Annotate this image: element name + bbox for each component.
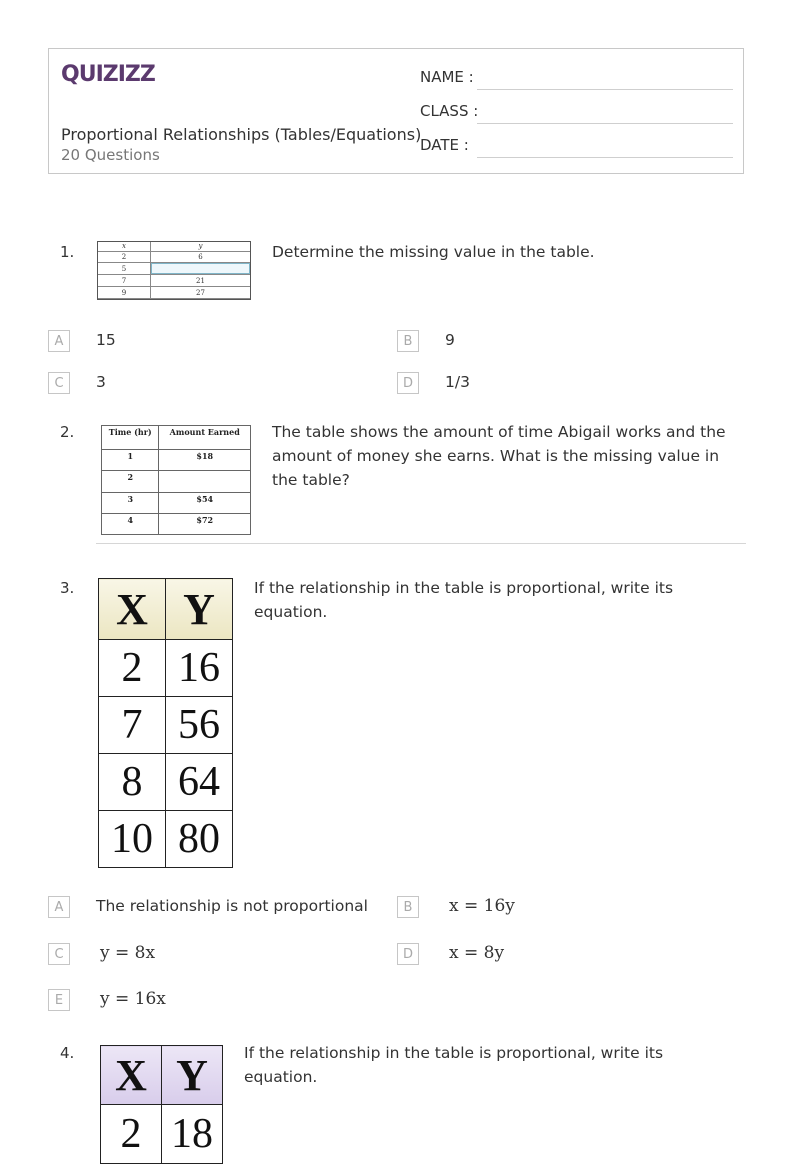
date-label: DATE : bbox=[420, 136, 469, 154]
table-header: Y bbox=[166, 579, 233, 640]
question-table-image bbox=[100, 1045, 223, 1157]
table-cell: 21 bbox=[150, 275, 250, 287]
question-text: If the relationship in the table is proportional, write its equation. bbox=[254, 579, 674, 621]
question-table-image bbox=[97, 241, 251, 300]
option-text[interactable]: The relationship is not proportional bbox=[96, 897, 368, 915]
table-header: y bbox=[198, 242, 203, 251]
table-cell: $18 bbox=[159, 450, 251, 471]
option-letter-c[interactable]: C bbox=[48, 372, 70, 394]
table-cell: 2 bbox=[99, 640, 166, 697]
divider bbox=[96, 543, 746, 544]
table-cell: 2 bbox=[101, 1105, 162, 1164]
table-cell: 3 bbox=[102, 492, 159, 513]
option-letter-d[interactable]: D bbox=[397, 372, 419, 394]
table-cell: 4 bbox=[102, 513, 159, 534]
table-cell: 8 bbox=[99, 754, 166, 811]
table-cell: 7 bbox=[99, 697, 166, 754]
table-cell: 2 bbox=[102, 471, 159, 492]
option-text[interactable]: 15 bbox=[96, 331, 116, 349]
table-cell: 7 bbox=[98, 275, 150, 287]
option-letter-b[interactable]: B bbox=[397, 896, 419, 918]
table-cell: 56 bbox=[166, 697, 233, 754]
table-cell: $54 bbox=[159, 492, 251, 513]
table-cell: 1 bbox=[102, 450, 159, 471]
question-count: 20 Questions bbox=[61, 146, 160, 164]
table-cell: 2 bbox=[98, 251, 150, 263]
table-header: X bbox=[101, 1046, 162, 1105]
question-number: 4. bbox=[60, 1044, 75, 1062]
option-text[interactable]: 9 bbox=[445, 331, 455, 349]
question-text: The table shows the amount of time Abigail works and the amount of money she earns. What is the missing value in the table? bbox=[272, 423, 726, 489]
question-text: If the relationship in the table is proportional, write its equation. bbox=[244, 1044, 664, 1086]
table-header: X bbox=[99, 579, 166, 640]
worksheet-title: Proportional Relationships (Tables/Equations) bbox=[61, 125, 422, 144]
option-letter-c[interactable]: C bbox=[48, 943, 70, 965]
question-number: 3. bbox=[60, 579, 75, 597]
option-text[interactable]: 1/3 bbox=[445, 373, 470, 391]
table-cell: 64 bbox=[166, 754, 233, 811]
option-letter-d[interactable]: D bbox=[397, 943, 419, 965]
option-letter-a[interactable]: A bbox=[48, 330, 70, 352]
date-field[interactable] bbox=[477, 157, 733, 158]
option-text[interactable]: 3 bbox=[96, 373, 106, 391]
table-cell: $72 bbox=[159, 513, 251, 534]
table-cell: 80 bbox=[166, 811, 233, 868]
option-equation[interactable]: y = 8x bbox=[100, 943, 156, 963]
table-cell: 16 bbox=[166, 640, 233, 697]
option-letter-e[interactable]: E bbox=[48, 989, 70, 1011]
option-letter-b[interactable]: B bbox=[397, 330, 419, 352]
table-header: Amount Earned bbox=[159, 426, 251, 450]
missing-value-cell bbox=[150, 263, 250, 275]
table-cell: 10 bbox=[99, 811, 166, 868]
table-cell: 6 bbox=[150, 251, 250, 263]
table-cell: 9 bbox=[98, 287, 150, 299]
class-field[interactable] bbox=[477, 123, 733, 124]
table-cell: 27 bbox=[150, 287, 250, 299]
question-text: Determine the missing value in the table. bbox=[272, 243, 595, 261]
name-field[interactable] bbox=[477, 89, 733, 90]
question-table-image bbox=[101, 425, 251, 535]
name-label: NAME : bbox=[420, 68, 474, 86]
table-header: Time (hr) bbox=[102, 426, 159, 450]
option-equation[interactable]: x = 8y bbox=[449, 943, 505, 963]
option-equation[interactable]: y = 16x bbox=[100, 989, 166, 1009]
table-header: x bbox=[122, 242, 126, 251]
table-cell: 18 bbox=[162, 1105, 223, 1164]
question-number: 2. bbox=[60, 423, 75, 441]
question-table-image bbox=[98, 578, 233, 868]
quizizz-logo bbox=[61, 58, 153, 88]
table-header: Y bbox=[162, 1046, 223, 1105]
question-number: 1. bbox=[60, 243, 75, 261]
missing-value-cell bbox=[159, 471, 251, 492]
option-equation[interactable]: x = 16y bbox=[449, 896, 515, 916]
table-cell: 5 bbox=[98, 263, 150, 275]
svg-text:QUIZIZZ: QUIZIZZ bbox=[61, 62, 155, 87]
class-label: CLASS : bbox=[420, 102, 479, 120]
option-letter-a[interactable]: A bbox=[48, 896, 70, 918]
